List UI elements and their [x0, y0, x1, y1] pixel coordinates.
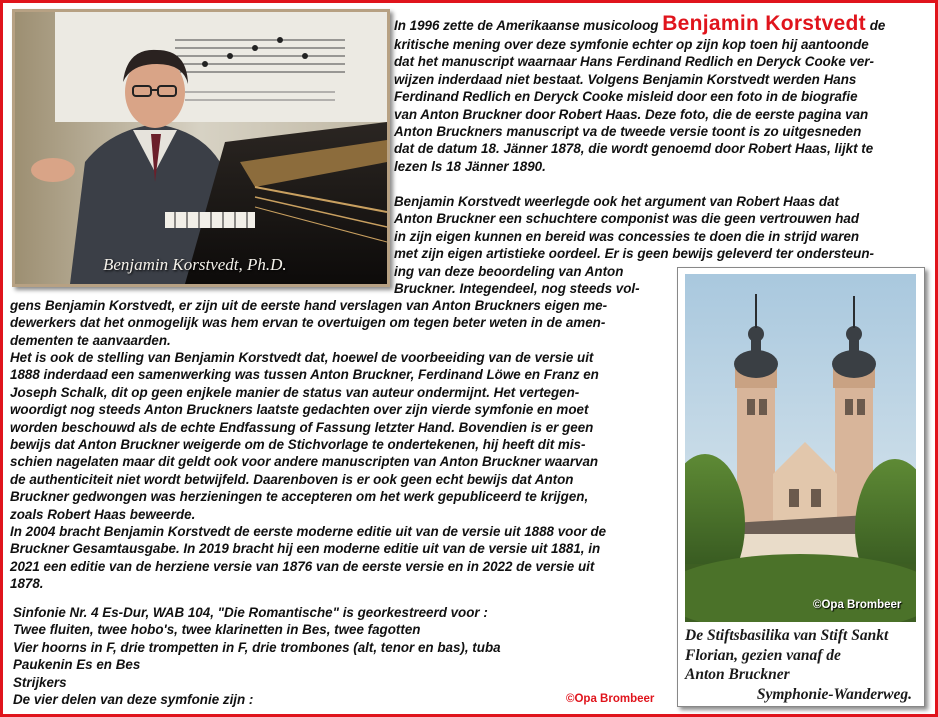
caption-line: Anton Bruckner [685, 666, 790, 683]
portrait-photo [12, 9, 390, 287]
text-line: schien nagelaten maar dit geldt ook voor andere manuscripten van Anton Bruckner waarvan [10, 454, 599, 470]
text-line: Vier hoorns in F, drie trompetten in F, drie trombones (alt, tenor en bas), tuba [13, 639, 501, 655]
text-line: dewerkers dat het onmogelijk was hem ervan te overtuigen om tegen beter weten in de amen- [10, 315, 606, 331]
paragraph-2-short [394, 263, 640, 298]
text-line: Ferdinand Redlich en Deryck Cooke misleid door een foto in de biografie [394, 89, 858, 105]
text-line: bewijs dat Anton Bruckner weigerde om de Stichvorlage te ondertekenen, hij heeft dit mis- [10, 437, 586, 453]
text-line: Bruckner gedwongen was herzieningen te accepteren om het werk gepubliceerd te krijgen, [10, 489, 589, 505]
text-line: Twee fluiten, twee hobo's, twee klarinetten in Bes, twee fagotten [13, 622, 421, 638]
caption-line: Florian, gezien vanaf de [685, 646, 841, 664]
portrait-illustration [15, 12, 387, 284]
text-line: wijzen inderdaad niet bestaat. Volgens Benjamin Korstvedt werden Hans [394, 71, 857, 87]
text-line: Bruckner Gesamtausgabe. In 2019 bracht hij een moderne editie uit van de versie uit 1881, in [10, 541, 601, 557]
text-line: met zijn eigen artistieke oordeel. Er is geen bewijs geleverd ter ondersteun- [394, 246, 874, 262]
basilica-photo [685, 274, 916, 622]
text-line: de authenticiteit niet wordt betwijfeld. Daarenboven is er ook geen echt bewijs dat Anton [10, 471, 574, 487]
intro-lead: In 1996 zette de Amerikaanse musicoloog [394, 18, 659, 33]
text-line: lezen ls 18 Jänner 1890. [394, 158, 546, 174]
text-line: Joseph Schalk, dit op geen enjkele manier de status van auteur ondermijnt. Het vertegen- [10, 384, 580, 400]
basilica-illustration [685, 274, 916, 622]
text-line: Het is ook de stelling van Benjamin Korstvedt dat, hoewel de voorbeeiding van de versie uit [10, 350, 594, 365]
text-line: gens Benjamin Korstvedt, er zijn uit de eerste hand verslagen van Anton Bruckners eigen me- [10, 298, 608, 313]
orchestration-list [13, 604, 501, 708]
text-line: Anton Bruckner een schuchtere componist was die geen vertrouwen had [394, 211, 860, 227]
paragraph-2-continued [10, 297, 607, 349]
paragraph-3 [10, 349, 599, 523]
text-line: in zijn eigen kunnen en bereid was concessies te doen die in strijd waren [394, 228, 860, 244]
text-line: Paukenin Es en Bes [13, 657, 141, 673]
photo-credit: ©Opa Brombeer [813, 599, 902, 611]
caption-line: Symphonie-Wanderweg. [756, 685, 912, 703]
paragraph-2 [394, 193, 874, 263]
paragraph-4 [10, 523, 606, 593]
text-line: van Anton Bruckner door Robert Haas. Deze foto, die de eerste pagina van [394, 106, 869, 122]
text-line: Benjamin Korstvedt weerlegde ook het argument van Robert Haas dat [394, 194, 839, 209]
intro-tail: de [869, 18, 886, 33]
text-line: 1888 inderdaad een samenwerking was tussen Anton Bruckner, Ferdinand Löwe en Franz en [10, 367, 599, 383]
footer-credit: ©Opa Brombeer [566, 693, 655, 705]
intro-first-line [394, 13, 885, 37]
basilica-photo-card [677, 267, 925, 707]
text-line: zoals Robert Haas beweerde. [10, 506, 196, 522]
text-line: worden beschouwd als de echte Endfassung of Fassung letzter Hand. Bovendien is er geen [10, 419, 594, 435]
text-line: dementen te aanvaarden. [10, 332, 171, 348]
text-line: 1878. [10, 576, 44, 592]
caption-line: De Stiftsbasilika van Stift Sankt [685, 627, 889, 644]
text-line: 2021 een editie van de herziene versie van 1876 van de eerste versie en in 2022 de versie uit [10, 558, 595, 574]
text-line: De vier delen van deze symfonie zijn : [13, 692, 254, 708]
name-highlight: Benjamin Korstvedt [662, 12, 866, 35]
portrait-caption: Benjamin Korstvedt, Ph.D. [103, 255, 287, 274]
text-line: Bruckner. Integendeel, nog steeds vol- [394, 281, 640, 296]
intro-paragraph [394, 36, 874, 175]
basilica-caption [685, 626, 916, 704]
text-line: Anton Bruckners manuscript va de tweede versie toont is zo uitgesneden [394, 124, 862, 140]
text-line: ing van deze beoordeling van Anton [394, 263, 624, 279]
text-line: In 2004 bracht Benjamin Korstvedt de eerste moderne editie uit van de versie uit 1888 voor de [10, 524, 607, 539]
text-line: kritische mening over deze symfonie echter op zijn kop toen hij aantoonde [394, 37, 869, 52]
text-line: dat de datum 18. Jänner 1878, die wordt genoemd door Robert Haas, lijkt te [394, 141, 874, 157]
text-line: dat het manuscript waarnaar Hans Ferdinand Redlich en Deryck Cooke ver- [394, 54, 874, 70]
text-line: Strijkers [13, 674, 67, 690]
text-line: woordigt nog steeds Anton Bruckners laatste gedachten over zijn vierde symfonie en moet [10, 402, 589, 418]
text-line: Sinfonie Nr. 4 Es-Dur, WAB 104, "Die Romantische" is georkestreerd voor : [13, 605, 488, 620]
